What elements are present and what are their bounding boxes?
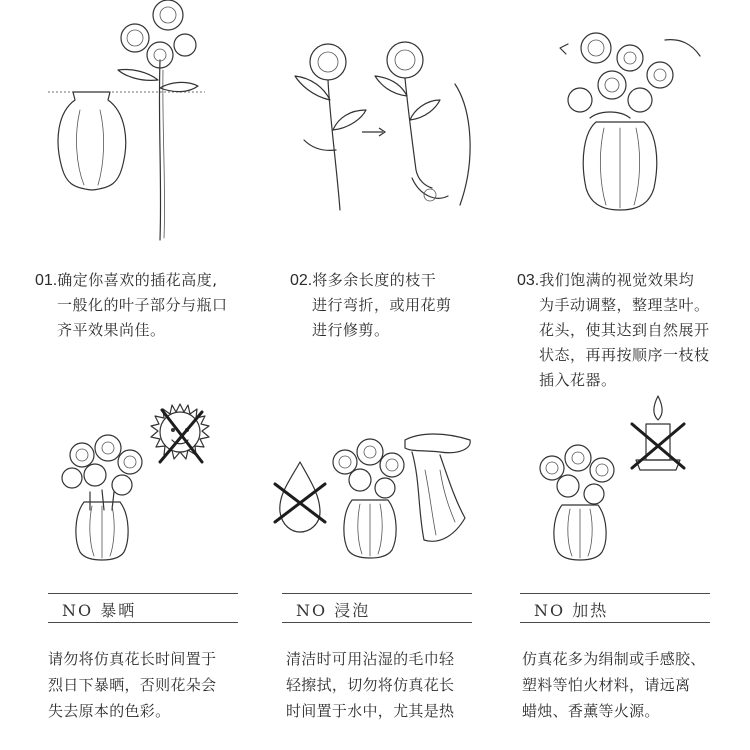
caution-line: 蜡烛、香薰等火源。: [522, 702, 660, 720]
caution-title: NO 浸泡: [296, 601, 371, 620]
step-line: 齐平效果尚佳。: [57, 321, 166, 339]
caution-line: 轻擦拭，切勿将仿真花长: [286, 676, 455, 694]
step-line: 状态，再再按顺序一枝枝: [539, 346, 710, 364]
step-line: 插入花器。: [539, 371, 617, 389]
step-line: 将多余长度的枝干: [312, 271, 437, 289]
caution-title: NO 暴晒: [62, 601, 137, 620]
caution-line: 时间置于水中，尤其是热: [286, 702, 455, 720]
step-line: 我们饱满的视觉效果均: [539, 271, 695, 289]
caution-text-sun: [48, 646, 258, 724]
caution-line: 请勿将仿真花长时间置于: [48, 650, 217, 668]
divider: [48, 593, 238, 594]
divider: [48, 622, 238, 623]
caution-line: 烈日下暴晒，否则花朵会: [48, 676, 217, 694]
step-line: 进行修剪。: [312, 321, 390, 339]
step-line: 一般化的叶子部分与瓶口: [57, 296, 228, 314]
caution-line: 塑料等怕火材料，请远离: [522, 676, 691, 694]
step-line: 花头，使其达到自然展开: [539, 321, 710, 339]
step-number: 02.: [290, 272, 313, 289]
step-number: 01.: [35, 272, 58, 289]
divider: [282, 622, 472, 623]
caution-line: 清洁时可用沾湿的毛巾轻: [286, 650, 455, 668]
caution-line: 失去原本的色彩。: [48, 702, 171, 720]
divider: [520, 622, 710, 623]
divider: [282, 593, 472, 594]
caution-text-heat: [522, 646, 747, 724]
caution-title: NO 加热: [534, 601, 609, 620]
caution-line: 仿真花多为绢制或手感胶、: [522, 650, 706, 668]
step-line: 确定你喜欢的插花高度,: [57, 271, 218, 289]
divider: [520, 593, 710, 594]
step-number: 03.: [517, 272, 540, 289]
step-line: 进行弯折，或用花剪: [312, 296, 452, 314]
caution-text-water: [286, 646, 496, 724]
step-line: 为手动调整，整理茎叶。: [539, 296, 710, 314]
